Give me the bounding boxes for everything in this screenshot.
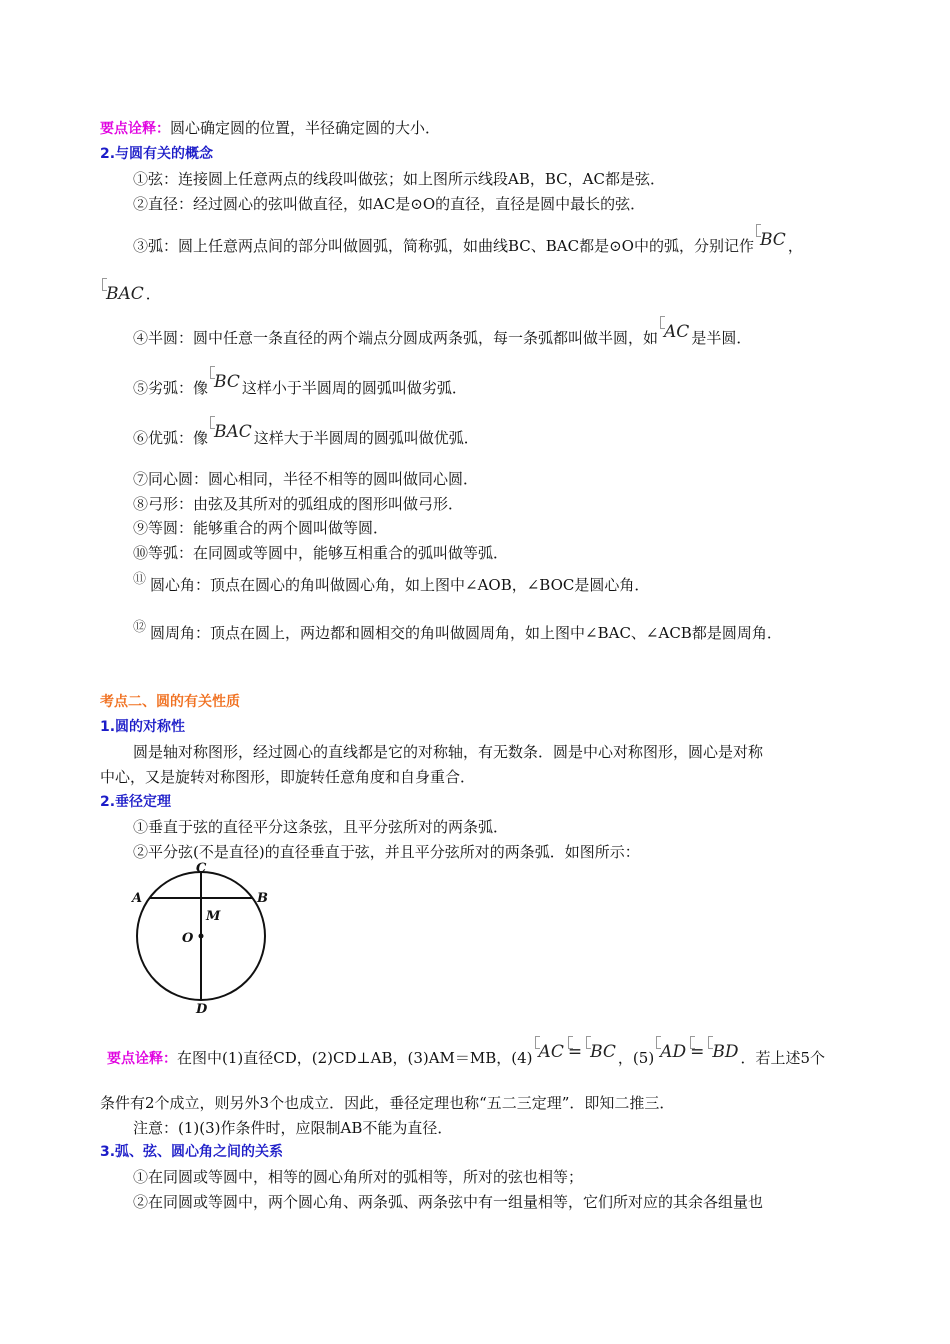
equals-sign: =: [567, 1042, 583, 1062]
concept-arc: [133, 230, 803, 256]
concept-diameter: ②直径：经过圆心的弦叫做直径，如AC是⊙O的直径，直径是圆中最长的弦．: [133, 195, 646, 213]
arc-notation: AD: [656, 1042, 686, 1062]
concept-central-angle: [133, 572, 650, 597]
arc-notation: BC: [586, 1042, 616, 1062]
period: ．: [145, 285, 161, 303]
point-label-d: D: [196, 1002, 208, 1017]
arc-notation: AC: [660, 322, 689, 342]
relation-statement-1: ①在同圆或等圆中，相等的圆心角所对的弧相等，所对的弦也相等；: [133, 1168, 584, 1186]
equals-sign: =: [690, 1042, 705, 1062]
concept-equal-arcs: ⑩等弧：在同圆或等圆中，能够互相重合的弧叫做等弧．: [133, 544, 509, 562]
concept-minor-arc: [133, 372, 467, 398]
arc-notation: BAC: [210, 422, 252, 442]
section-heading-concepts: 2.与圆有关的概念: [100, 146, 214, 162]
subsection-heading-symmetry: 1.圆的对称性: [100, 719, 186, 735]
concept-major-arc: [133, 422, 479, 448]
point-label-o: O: [182, 931, 194, 946]
concept-minor-arc-text: ⑤劣弧：像: [133, 379, 209, 397]
arc-notation: AC: [535, 1042, 564, 1062]
section-heading-properties: 考点二、圆的有关性质: [100, 694, 240, 710]
comma: ，: [787, 237, 803, 255]
point-label-b: B: [257, 891, 268, 906]
key-point-label: 要点诠释：: [107, 1051, 177, 1067]
concept-chord: ①弦：连接圆上任意两点的线段叫做弦；如上图所示线段AB，BC，AC都是弦．: [133, 170, 665, 188]
arc-notation: BC: [210, 372, 240, 392]
key-point-paragraph-2: [107, 1042, 826, 1069]
key-point-text: 圆心确定圆的位置，半径确定圆的大小．: [170, 119, 441, 137]
circle-diagram: [128, 858, 278, 1018]
key-point-text: 在图中(1)直径CD，(2)CD⊥AB，(3)AM＝MB，(4): [177, 1049, 533, 1067]
symmetry-line-1: 圆是轴对称图形，经过圆心的直线都是它的对称轴，有无数条．圆是中心对称图形，圆心是对称: [133, 743, 764, 761]
relation-statement-2: ②在同圆或等圆中，两个圆心角、两条弧、两条弦中有一组量相等，它们所对应的其余各组量也: [133, 1193, 764, 1211]
concept-arc-text: ③弧：圆上任意两点间的部分叫做圆弧，简称弧，如曲线BC、BAC都是⊙O中的弧，分别记作: [133, 237, 754, 255]
subsection-heading-perpendicular-diameter: 2.垂径定理: [100, 794, 172, 810]
arc-notation: BC: [756, 230, 786, 250]
item-number: ⑫: [133, 620, 147, 635]
point-label-a: A: [132, 891, 143, 906]
key-point-label: 要点诠释：: [100, 121, 170, 137]
key-point-paragraph-2-line-2: 条件有2个成立，则另外3个也成立．因此，垂径定理也称“五二三定理”．即知二推三．: [100, 1094, 675, 1112]
concept-equal-circles: ⑨等圆：能够重合的两个圆叫做等圆．: [133, 519, 389, 537]
theorem-statement-1: ①垂直于弦的直径平分这条弦，且平分弦所对的两条弧．: [133, 818, 509, 836]
concept-semicircle: [133, 322, 752, 348]
arc-notation: BAC: [102, 284, 144, 304]
center-point: [199, 934, 204, 939]
subsection-heading-arc-chord-angle: 3.弧、弦、圆心角之间的关系: [100, 1144, 284, 1160]
item-number: ⑪: [133, 572, 147, 587]
concept-segment: ⑧弓形：由弦及其所对的弧组成的图形叫做弓形．: [133, 495, 464, 513]
concept-central-angle-text: 圆心角：顶点在圆心的角叫做圆心角，如上图中∠AOB，∠BOC是圆心角．: [150, 576, 650, 594]
symmetry-line-2: 中心，又是旋转对称图形，即旋转任意角度和自身重合．: [100, 768, 476, 786]
concept-inscribed-angle: [133, 620, 782, 645]
concept-inscribed-angle-text: 圆周角：顶点在圆上，两边都和圆相交的角叫做圆周角，如上图中∠BAC、∠ACB都是圆周角．: [150, 624, 782, 642]
concept-arc-continued: [100, 284, 161, 304]
theorem-statement-2: ②平分弦(不是直径)的直径垂直于弦，并且平分弦所对的两条弧．如图所示：: [133, 843, 640, 861]
point-label-m: M: [206, 909, 221, 924]
key-point-paragraph-1: [100, 118, 440, 139]
concept-semicircle-tail: 是半圆．: [691, 329, 752, 347]
key-point-text: ，(5): [617, 1049, 655, 1067]
concept-major-arc-text: ⑥优弧：像: [133, 429, 209, 447]
arc-notation: BD: [708, 1042, 738, 1062]
concept-major-arc-tail: 这样大于半圆周的圆弧叫做优弧．: [253, 429, 479, 447]
concept-minor-arc-tail: 这样小于半圆周的圆弧叫做劣弧．: [241, 379, 467, 397]
concept-concentric: ⑦同心圆：圆心相同，半径不相等的圆叫做同心圆．: [133, 470, 479, 488]
note: 注意：(1)(3)作条件时，应限制AB不能为直径．: [133, 1119, 453, 1137]
key-point-text: ．若上述5个: [740, 1049, 826, 1067]
concept-semicircle-text: ④半圆：圆中任意一条直径的两个端点分圆成两条弧，每一条弧都叫做半圆，如: [133, 329, 659, 347]
point-label-c: C: [196, 861, 207, 876]
